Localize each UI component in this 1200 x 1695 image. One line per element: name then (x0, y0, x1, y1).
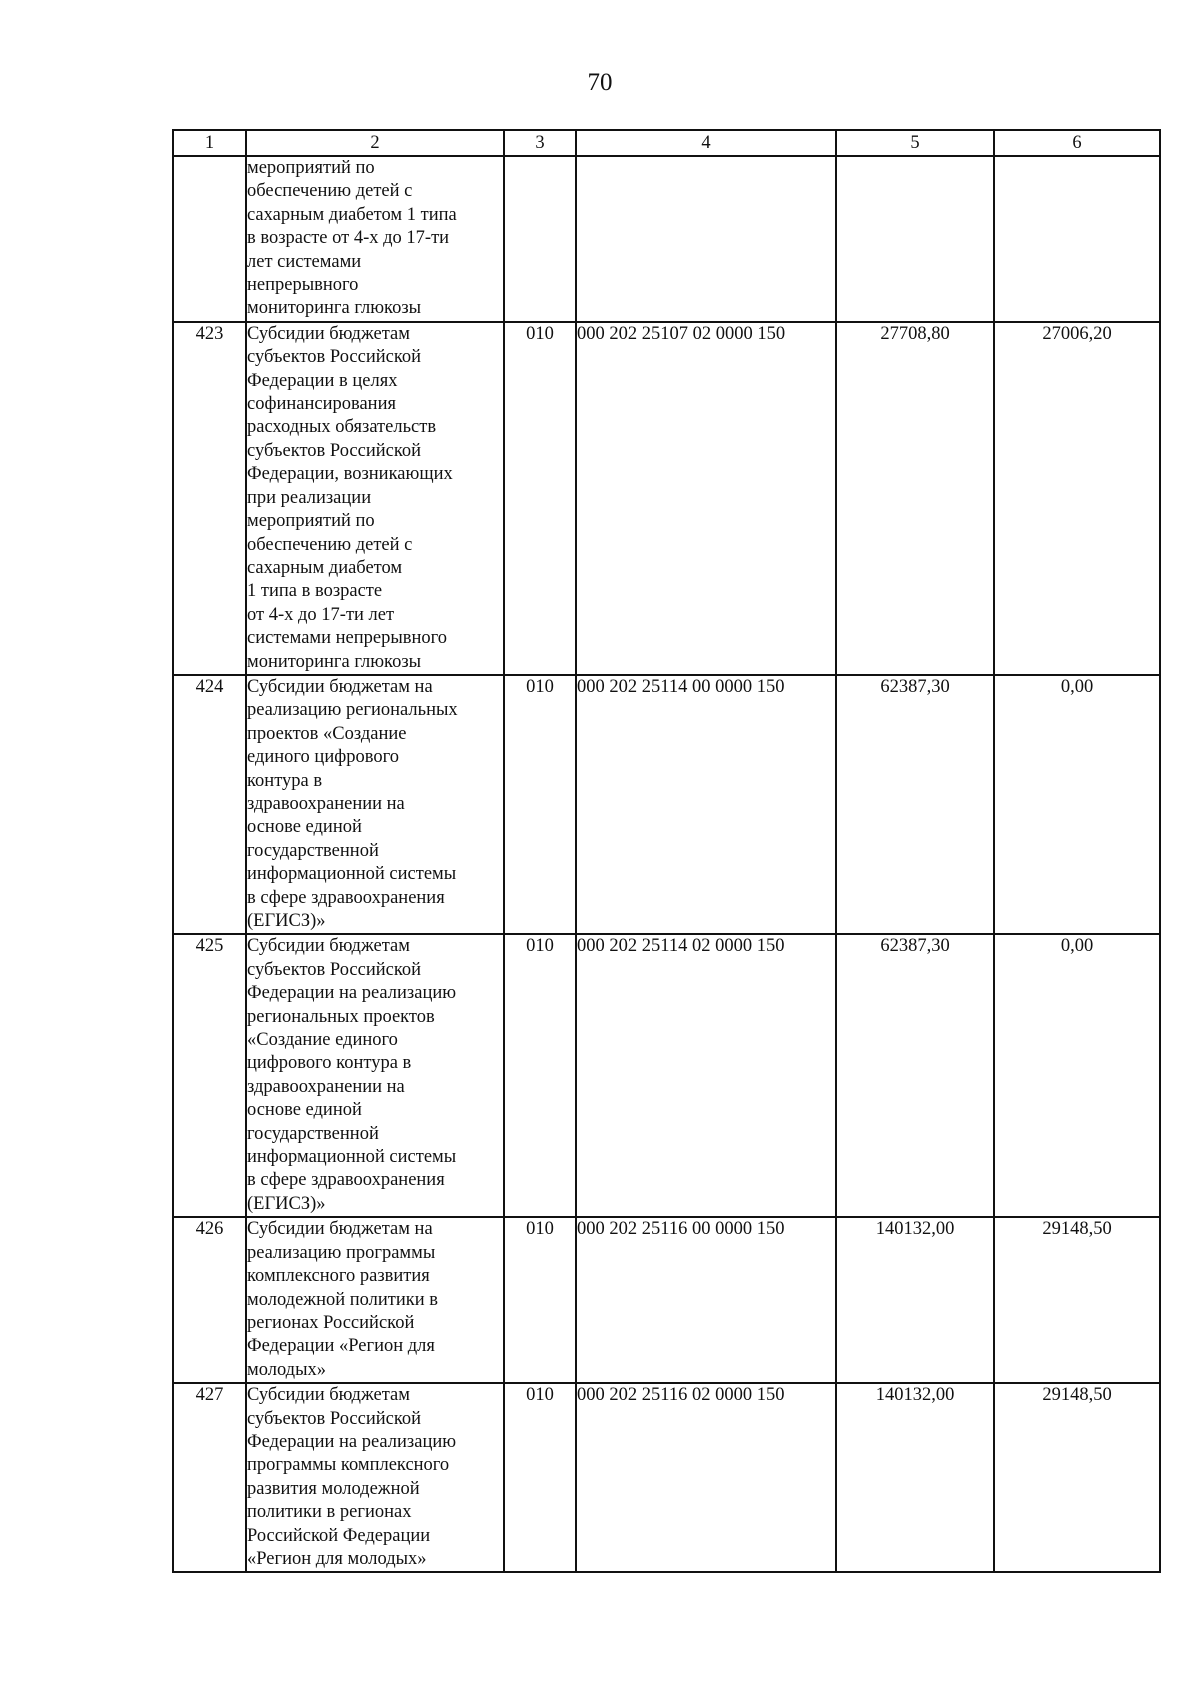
row-value-approved: 62387,30 (836, 934, 994, 1217)
row-name-line: системами непрерывного (247, 628, 448, 649)
row-name-line: мероприятий по (247, 511, 375, 532)
row-admin-code: 010 (504, 1383, 576, 1572)
row-name-line: программы комплексного (247, 1455, 450, 1476)
row-name-line: софинансирования (247, 394, 396, 415)
row-number: 424 (173, 675, 246, 934)
row-budget-code: 000 202 25114 02 0000 150 (576, 934, 836, 1217)
row-admin-code: 010 (504, 675, 576, 934)
row-value-approved: 27708,80 (836, 322, 994, 675)
row-name-line: (ЕГИСЗ)» (247, 1193, 326, 1214)
row-name-line: Федерации на реализацию (247, 1431, 457, 1452)
row-name-line: единого цифрового (247, 747, 399, 768)
row-name-line: Федерации в целях (247, 370, 398, 391)
row-name-line: Субсидии бюджетам (247, 936, 410, 957)
row-name-line: Субсидии бюджетам на (247, 676, 433, 697)
col-header-3: 3 (504, 130, 576, 156)
col-header-5: 5 (836, 130, 994, 156)
row-name-line: государственной (247, 1123, 379, 1144)
row-name-line: молодых» (247, 1359, 327, 1380)
row-value-executed (994, 156, 1160, 322)
row-name-line: «Создание единого (247, 1030, 398, 1051)
row-name-line: сахарным диабетом (247, 557, 403, 578)
row-admin-code: 010 (504, 934, 576, 1217)
row-value-approved: 62387,30 (836, 675, 994, 934)
row-name-line: политики в регионах (247, 1502, 412, 1523)
col-header-2: 2 (246, 130, 504, 156)
row-name-line: сахарным диабетом 1 типа (247, 204, 457, 225)
row-budget-code: 000 202 25107 02 0000 150 (576, 322, 836, 675)
budget-table (172, 129, 1161, 1573)
row-value-executed: 0,00 (994, 934, 1160, 1217)
table-row (173, 322, 1160, 675)
col-header-1: 1 (173, 130, 246, 156)
row-name-line: здравоохранении на (247, 1076, 405, 1097)
row-name (246, 675, 504, 934)
table-body (173, 156, 1160, 1572)
row-number: 426 (173, 1217, 246, 1383)
row-name-line: Субсидии бюджетам (247, 1385, 410, 1406)
row-name-line: в сфере здравоохранения (247, 1170, 445, 1191)
row-name-line: расходных обязательств (247, 417, 437, 438)
row-name-line: мониторинга глюкозы (247, 651, 422, 672)
row-name-line: 1 типа в возрасте (247, 581, 383, 602)
row-name (246, 322, 504, 675)
table-header-row (173, 130, 1160, 156)
row-name-line: (ЕГИСЗ)» (247, 911, 326, 931)
row-admin-code: 010 (504, 322, 576, 675)
row-number (173, 156, 246, 322)
row-name-line: здравоохранении на (247, 793, 405, 814)
col-header-6: 6 (994, 130, 1160, 156)
row-name-line: комплексного развития (247, 1266, 430, 1287)
row-name-line: государственной (247, 840, 379, 861)
row-name-line: субъектов Российской (247, 347, 422, 368)
row-budget-code: 000 202 25116 00 0000 150 (576, 1217, 836, 1383)
row-name-line: развития молодежной (247, 1478, 420, 1499)
table-row (173, 675, 1160, 934)
row-value-executed: 29148,50 (994, 1217, 1160, 1383)
row-budget-code: 000 202 25114 00 0000 150 (576, 675, 836, 934)
row-name-line: Субсидии бюджетам на (247, 1219, 433, 1240)
row-value-approved: 140132,00 (836, 1383, 994, 1572)
row-name-line: Федерации на реализацию (247, 983, 457, 1004)
table-row (173, 934, 1160, 1217)
table-row (173, 1217, 1160, 1383)
row-name (246, 1217, 504, 1383)
row-number: 427 (173, 1383, 246, 1572)
row-name-line: субъектов Российской (247, 959, 422, 980)
row-name-line: Российской Федерации (247, 1525, 431, 1546)
row-value-approved (836, 156, 994, 322)
row-name-line: в сфере здравоохранения (247, 887, 445, 908)
row-admin-code: 010 (504, 1217, 576, 1383)
row-value-executed: 27006,20 (994, 322, 1160, 675)
row-number: 423 (173, 322, 246, 675)
row-name-line: Субсидии бюджетам (247, 323, 410, 344)
row-number: 425 (173, 934, 246, 1217)
row-name-line: реализацию программы (247, 1242, 436, 1263)
row-name-line: в возрасте от 4-х до 17-ти (247, 228, 450, 249)
row-name-line: мероприятий по (247, 158, 375, 178)
row-name-line: реализацию региональных (247, 700, 458, 721)
row-name-line: мониторинга глюкозы (247, 298, 422, 319)
row-name-line: информационной системы (247, 864, 457, 885)
col-header-4: 4 (576, 130, 836, 156)
row-name-line: Федерации «Регион для (247, 1336, 435, 1357)
row-value-approved: 140132,00 (836, 1217, 994, 1383)
row-admin-code (504, 156, 576, 322)
table-row (173, 1383, 1160, 1572)
row-name-line: непрерывного (247, 275, 359, 296)
row-name-line: «Регион для молодых» (247, 1548, 427, 1569)
row-name (246, 156, 504, 322)
table-row (173, 156, 1160, 322)
row-name-line: основе единой (247, 1100, 362, 1121)
row-name-line: основе единой (247, 817, 362, 838)
row-name-line: информационной системы (247, 1147, 457, 1168)
row-name-line: регионах Российской (247, 1312, 415, 1333)
row-name-line: субъектов Российской (247, 1408, 422, 1429)
row-name-line: Федерации, возникающих (247, 464, 453, 485)
row-name-line: при реализации (247, 487, 372, 508)
row-name-line: лет системами (247, 251, 362, 272)
row-name-line: молодежной политики в (247, 1289, 439, 1310)
page-number: 70 (587, 69, 613, 96)
row-value-executed: 29148,50 (994, 1383, 1160, 1572)
row-name-line: обеспечению детей с (247, 181, 413, 202)
row-name (246, 934, 504, 1217)
row-name (246, 1383, 504, 1572)
row-name-line: субъектов Российской (247, 440, 422, 461)
row-name-line: региональных проектов (247, 1006, 435, 1027)
row-name-line: проектов «Создание (247, 723, 407, 744)
row-budget-code (576, 156, 836, 322)
row-name-line: цифрового контура в (247, 1053, 412, 1074)
row-name-line: от 4-х до 17-ти лет (247, 604, 395, 625)
row-name-line: контура в (247, 770, 323, 791)
row-value-executed: 0,00 (994, 675, 1160, 934)
row-budget-code: 000 202 25116 02 0000 150 (576, 1383, 836, 1572)
row-name-line: обеспечению детей с (247, 534, 413, 555)
